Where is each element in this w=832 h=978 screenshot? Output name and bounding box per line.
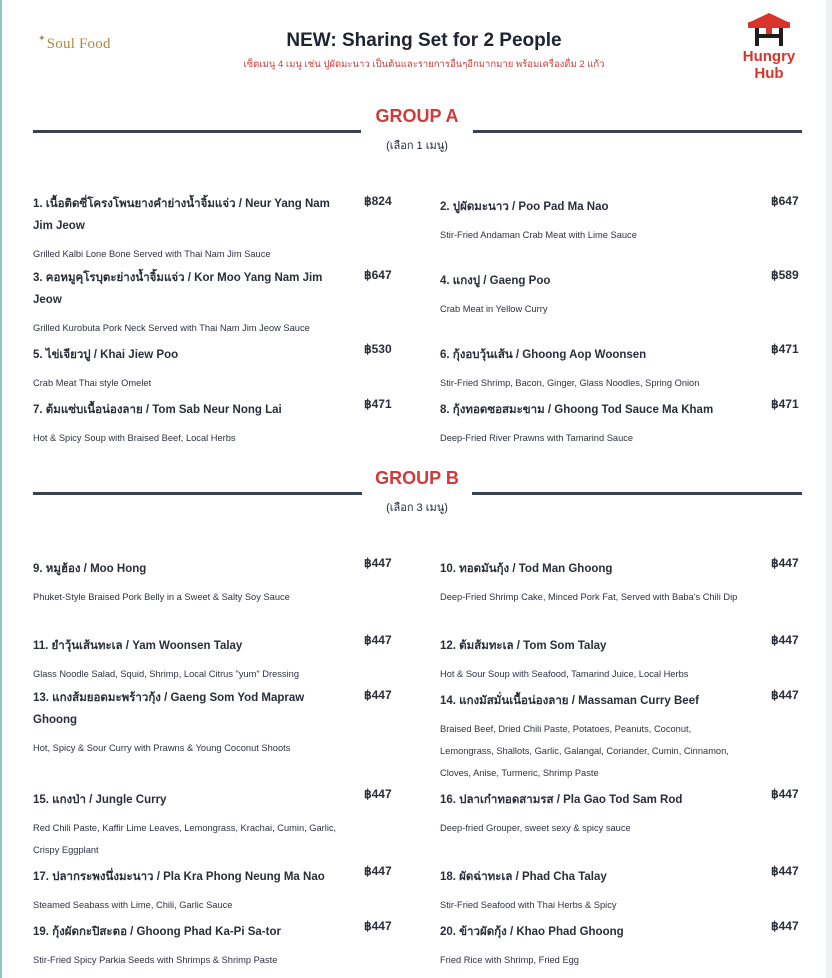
- group-b-rule-left: [33, 492, 362, 495]
- group-a-subtitle: (เลือก 1 เมนู): [386, 140, 448, 152]
- menu-item-description: Hot & Sour Soup with Seafood, Tamarind Juice, Local Herbs: [440, 669, 689, 679]
- page-subtitle: เซ็ตเมนู 4 เมนู เช่น ปูผัดมะนาว เป็นต้นและรายการอื่นๆอีกมากมาย พร้อมเครื่องดื่ม 2 แก้ว: [243, 59, 605, 70]
- group-a-rule-left: [33, 130, 361, 133]
- menu-item-name: 2. ปูผัดมะนาว / Poo Pad Ma Nao: [440, 201, 609, 213]
- menu-item-price: ฿447: [771, 688, 799, 702]
- menu-item-name: 15. แกงป่า / Jungle Curry: [33, 794, 167, 806]
- menu-item-name: 14. แกงมัสมั่นเนื้อน่องลาย / Massaman Curry Beef: [440, 695, 699, 707]
- menu-item-price: ฿647: [364, 268, 392, 282]
- menu-item-name: 8. กุ้งทอดซอสมะขาม / Ghoong Tod Sauce Ma Kham: [440, 404, 714, 416]
- menu-item-description: Stir-Fried Shrimp, Bacon, Ginger, Glass Noodles, Spring Onion: [440, 378, 700, 388]
- menu-item-price: ฿447: [364, 787, 392, 801]
- page-title: NEW: Sharing Set for 2 People: [286, 30, 562, 51]
- menu-item-description: Stir-Fried Seafood with Thai Herbs & Spicy: [440, 900, 617, 910]
- soul-food-logo: ✦Soul Food: [38, 33, 111, 52]
- group-b-title: GROUP B: [375, 468, 459, 488]
- menu-item-name: 5. ไข่เจียวปู / Khai Jiew Poo: [33, 349, 179, 361]
- menu-item-name: 9. หมูฮ้อง / Moo Hong: [33, 563, 147, 575]
- menu-item-price: ฿447: [364, 556, 392, 570]
- menu-item-name: 18. ผัดฉ่าทะเล / Phad Cha Talay: [440, 871, 607, 883]
- menu-item-description: Glass Noodle Salad, Squid, Shrimp, Local Citrus "yum" Dressing: [33, 669, 299, 679]
- menu-item-name: 10. ทอดมันกุ้ง / Tod Man Ghoong: [440, 563, 613, 575]
- menu-item-name: 4. แกงปู / Gaeng Poo: [440, 275, 551, 287]
- menu-item-name: 16. ปลาเก๋าทอดสามรส / Pla Gao Tod Sam Rod: [440, 794, 683, 806]
- group-b-subtitle: (เลือก 3 เมนู): [386, 502, 448, 514]
- menu-item-name: 19. กุ้งผัดกะปิสะตอ / Ghoong Phad Ka-Pi Sa-tor: [33, 926, 281, 938]
- menu-item-price: ฿447: [771, 556, 799, 570]
- group-a-title: GROUP A: [375, 106, 459, 126]
- menu-item-name: 12. ต้มส้มทะเล / Tom Som Talay: [440, 640, 607, 652]
- table-icon: [746, 12, 792, 48]
- hungry-hub-logo: [735, 12, 803, 82]
- menu-item-price: ฿447: [364, 688, 392, 702]
- menu-item-price: ฿530: [364, 342, 392, 356]
- menu-item-name: 1. เนื้อติดซี่โครงโพนยางคำย่างน้ำจิ้มแจ่ว / Neur Yang Nam Jim Jeow: [33, 198, 330, 232]
- menu-item-price: ฿447: [771, 864, 799, 878]
- menu-item-price: ฿447: [771, 633, 799, 647]
- menu-item-description: Deep-Fried River Prawns with Tamarind Sauce: [440, 433, 634, 443]
- menu-item-description: Braised Beef, Dried Chili Paste, Potatoes, Peanuts, Coconut, Lemongrass, Shallots, Garlic, Galangal, Coriander, Cumin, Cinnamon, Cloves, Anise, Turmeric, Shrimp Paste: [440, 724, 729, 778]
- menu-item-name: 6. กุ้งอบวุ้นเส้น / Ghoong Aop Woonsen: [440, 349, 647, 361]
- menu-item-name: 13. แกงส้มยอดมะพร้าวกุ้ง / Gaeng Som Yod Mapraw Ghoong: [33, 692, 305, 726]
- hungry-hub-text: Hungry Hub: [742, 48, 796, 82]
- menu-item-description: Crab Meat Thai style Omelet: [33, 378, 152, 388]
- menu-item-description: Stir-Fried Spicy Parkia Seeds with Shrimps & Shrimp Paste: [33, 955, 278, 965]
- menu-item-price: ฿647: [771, 194, 799, 208]
- menu-item-description: Phuket-Style Braised Pork Belly in a Sweet & Salty Soy Sauce: [33, 592, 290, 602]
- group-b-rule-right: [472, 492, 802, 495]
- menu-item-description: Red Chili Paste, Kaffir Lime Leaves, Lemongrass, Krachai, Cumin, Garlic, Crispy Eggplant: [33, 823, 337, 855]
- menu-item-description: Steamed Seabass with Lime, Chili, Garlic Sauce: [33, 900, 233, 910]
- menu-item-price: ฿447: [364, 864, 392, 878]
- menu-item-price: ฿447: [364, 919, 392, 933]
- menu-item-name: 7. ต้มแซ่บเนื้อน่องลาย / Tom Sab Neur Nong Lai: [33, 404, 282, 416]
- menu-item-description: Hot, Spicy & Sour Curry with Prawns & Young Coconut Shoots: [33, 743, 291, 753]
- menu-item-description: Hot & Spicy Soup with Braised Beef, Local Herbs: [33, 433, 236, 443]
- menu-item-name: 17. ปลากระพงนึ่งมะนาว / Pla Kra Phong Neung Ma Nao: [33, 871, 325, 883]
- menu-item-description: Deep-Fried Shrimp Cake, Minced Pork Fat, Served with Baba's Chili Dip: [440, 592, 738, 602]
- menu-item-description: Stir-Fried Andaman Crab Meat with Lime Sauce: [440, 230, 637, 240]
- menu-item-description: Fried Rice with Shrimp, Fried Egg: [440, 955, 579, 965]
- menu-item-name: 11. ยำวุ้นเส้นทะเล / Yam Woonsen Talay: [33, 640, 243, 652]
- menu-item-description: Crab Meat in Yellow Curry: [440, 304, 548, 314]
- menu-item-price: ฿589: [771, 268, 799, 282]
- menu-item-price: ฿824: [364, 194, 392, 208]
- menu-item-price: ฿471: [771, 397, 799, 411]
- group-a-rule-right: [473, 130, 802, 133]
- menu-item-price: ฿471: [771, 342, 799, 356]
- menu-item-description: Grilled Kalbi Lone Bone Served with Thai Nam Jim Sauce: [33, 249, 271, 259]
- menu-item-description: Grilled Kurobuta Pork Neck Served with Thai Nam Jim Jeow Sauce: [33, 323, 310, 333]
- menu-item-price: ฿471: [364, 397, 392, 411]
- menu-item-name: 20. ข้าวผัดกุ้ง / Khao Phad Ghoong: [440, 926, 624, 938]
- menu-item-description: Deep-fried Grouper, sweet sexy & spicy sauce: [440, 823, 631, 833]
- menu-item-price: ฿447: [364, 633, 392, 647]
- menu-item-name: 3. คอหมูคุโรบุตะย่างน้ำจิ้มแจ่ว / Kor Moo Yang Nam Jim Jeow: [33, 272, 323, 306]
- menu-item-price: ฿447: [771, 787, 799, 801]
- menu-item-price: ฿447: [771, 919, 799, 933]
